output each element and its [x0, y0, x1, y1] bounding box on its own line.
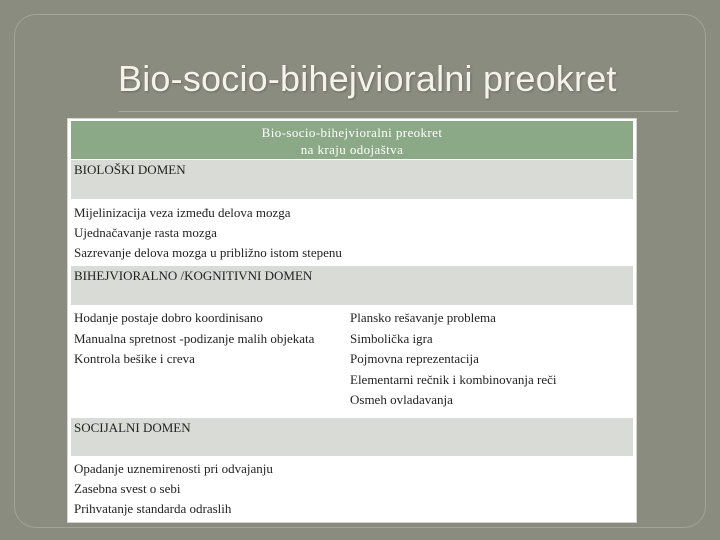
section-title-biological: BIOLOŠKI DOMEN — [71, 160, 633, 199]
title-divider — [118, 111, 678, 112]
slide-title: Bio-socio-bihejvioralni preokret — [118, 58, 617, 99]
list-item: Pojmovna reprezentacija — [350, 351, 479, 366]
table-header-line-2: na kraju odojaštva — [300, 142, 404, 157]
domain-table — [67, 118, 637, 523]
list-item: Sazrevanje delova mozga u približno istom stepenu — [74, 245, 342, 260]
list-item: Mijelinizacija veza između delova mozga — [74, 205, 291, 220]
list-item: Elementarni rečnik i kombinovanja reči — [350, 371, 557, 387]
section-title-behavioral: BIHEJVIORALNO /KOGNITIVNI DOMEN — [71, 266, 633, 305]
section-body-social — [71, 458, 633, 520]
list-item: Simbolička igra — [350, 330, 433, 346]
list-item: Hodanje postaje dobro koordinisano — [74, 310, 263, 325]
list-item: Zasebna svest o sebi — [74, 481, 181, 496]
list-item: Kontrola bešike i creva — [74, 351, 195, 366]
section-body-biological — [71, 201, 633, 265]
section-body-behavioral — [71, 307, 633, 419]
list-item: Manualna spretnost -podizanje malih objekata — [74, 330, 315, 346]
behavioral-left-column — [74, 308, 344, 370]
list-item: Osmeh ovladavanja — [350, 392, 453, 407]
table-header-line-1: Bio-socio-bihejvioralni preokret — [261, 125, 443, 140]
section-title-social: SOCIJALNI DOMEN — [71, 418, 633, 456]
list-item: Prihvatanje standarda odraslih — [74, 501, 232, 516]
list-item: Opadanje uznemirenosti pri odvajanju — [74, 461, 273, 476]
list-item: Plansko rešavanje problema — [350, 310, 496, 325]
list-item: Ujednačavanje rasta mozga — [74, 225, 217, 240]
behavioral-right-column — [350, 308, 635, 411]
table-header — [71, 121, 633, 159]
